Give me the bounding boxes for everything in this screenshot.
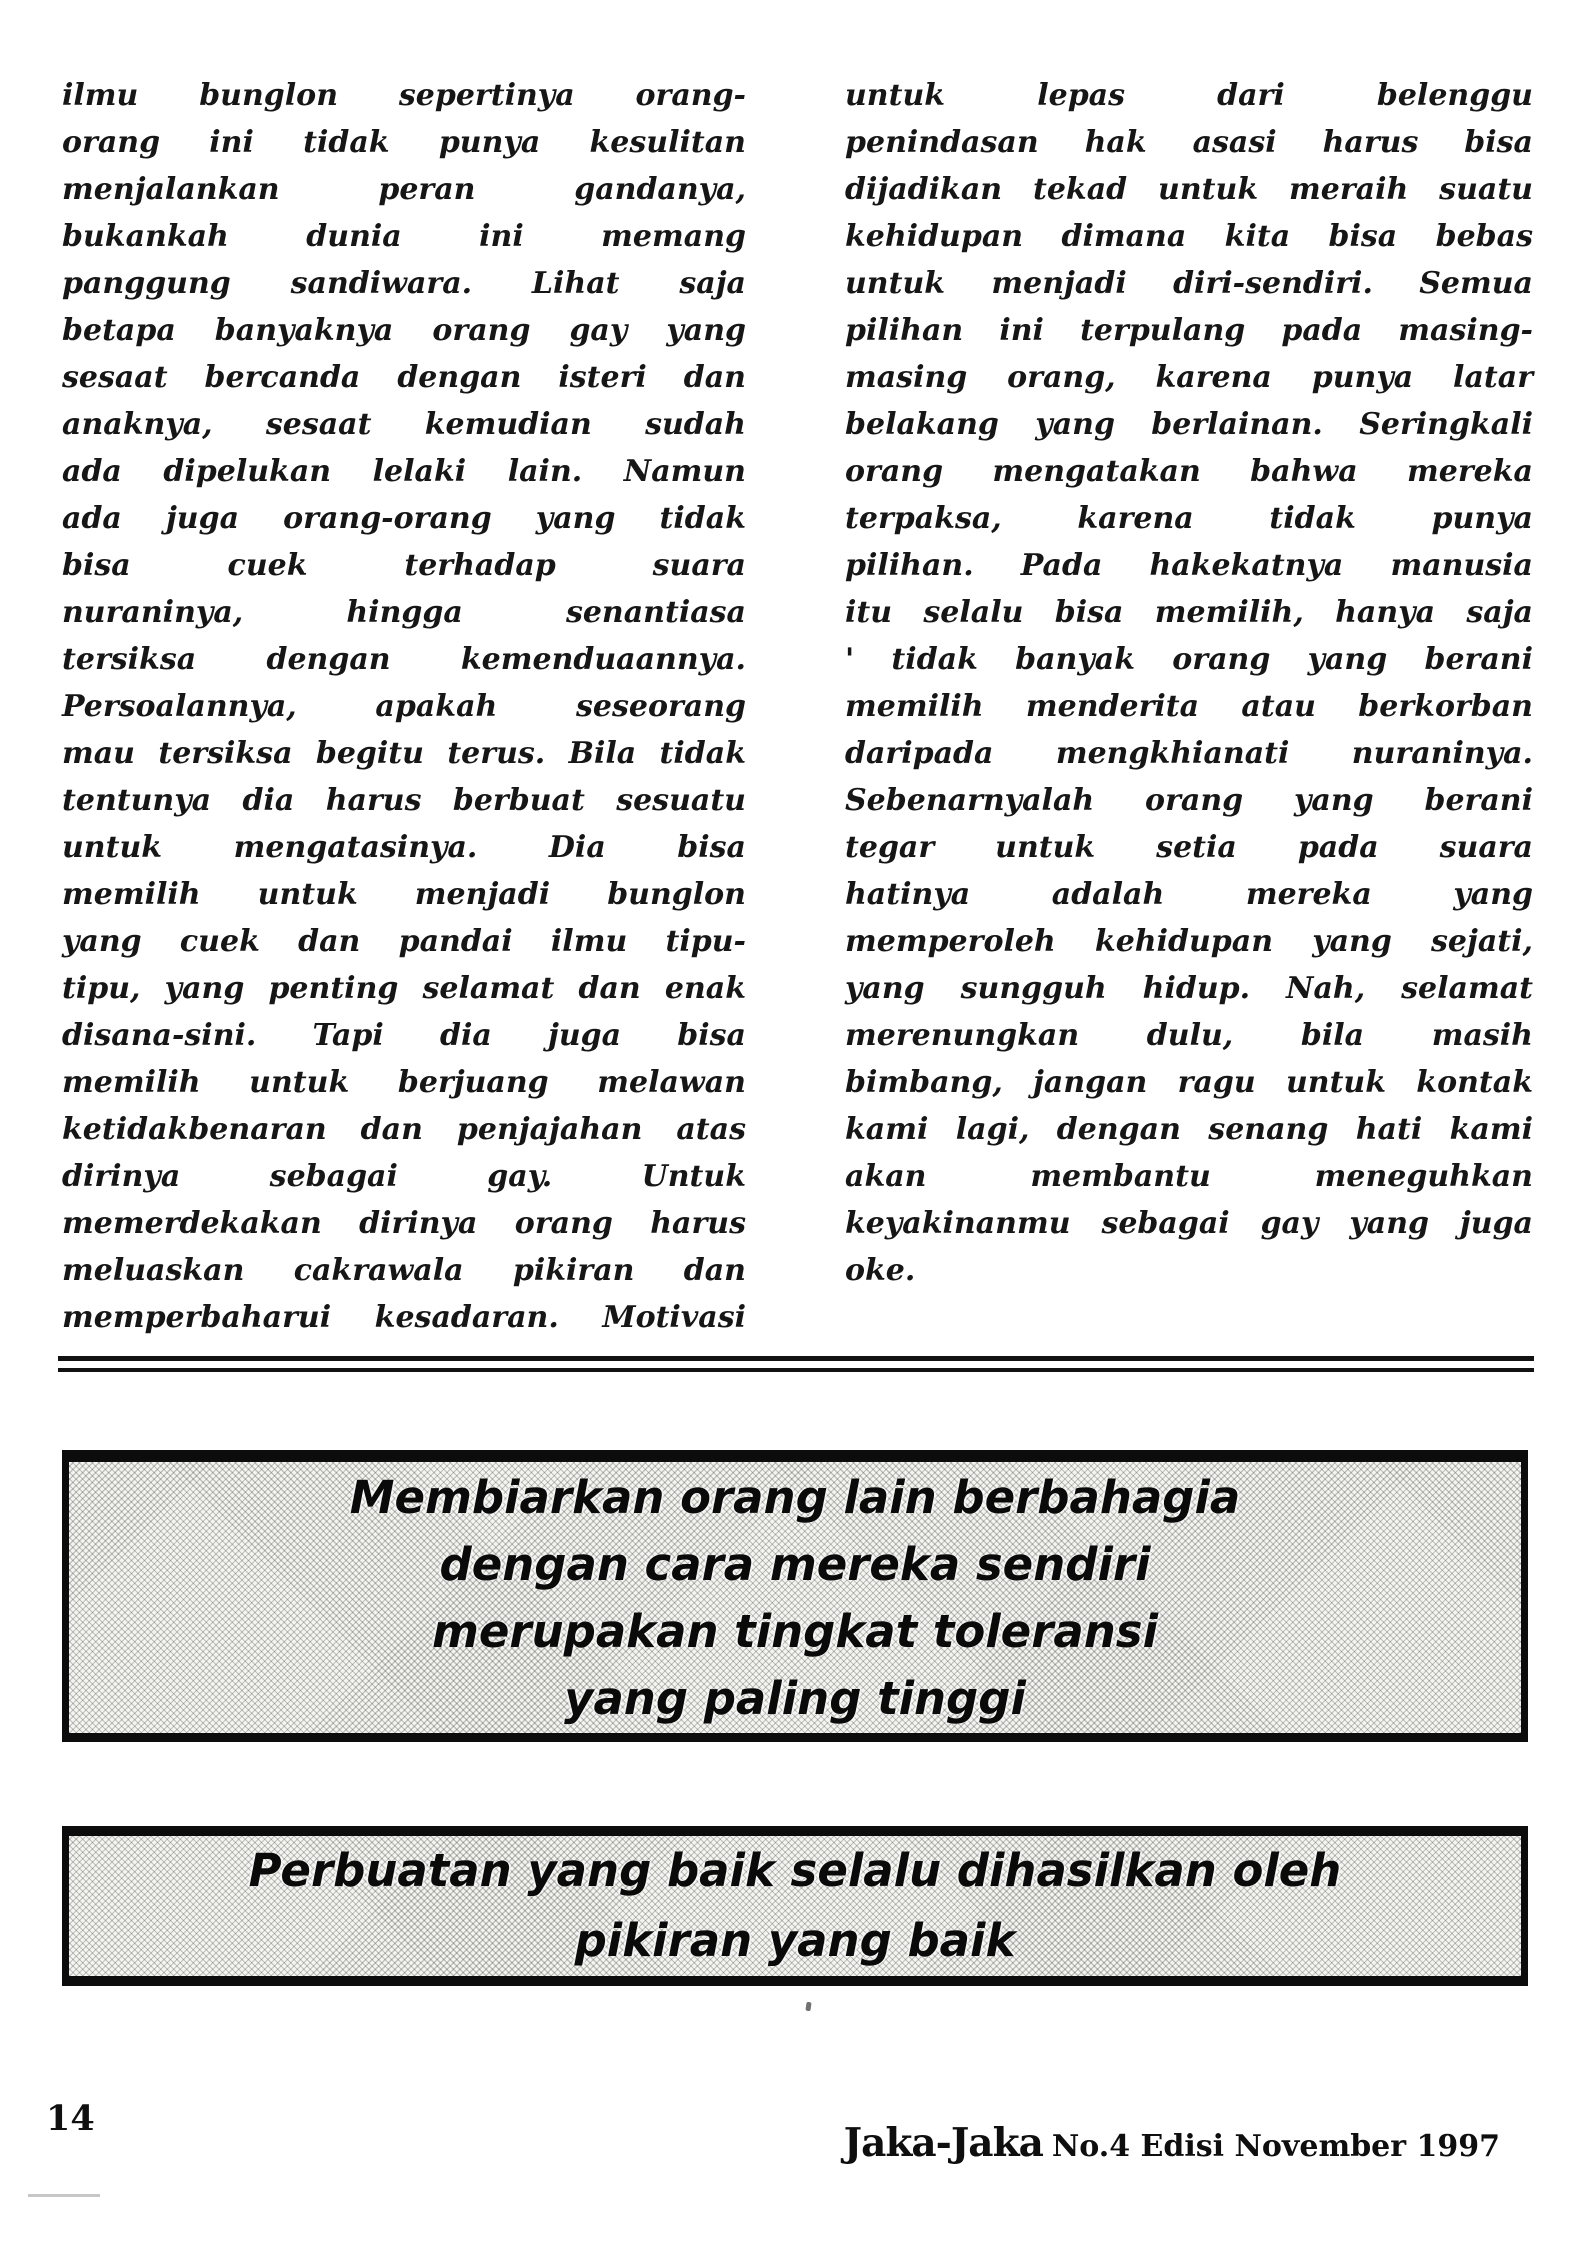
- quote-line: Perbuatan yang baik selalu dihasilkan oleh: [248, 1844, 1342, 1897]
- text-line: memilih untuk menjadi bunglon: [62, 877, 746, 912]
- text-line: yang cuek dan pandai ilmu tipu-: [62, 924, 746, 959]
- quote-line: pikiran yang baik: [574, 1914, 1016, 1967]
- text-line: mau tersiksa begitu terus. Bila tidak: [62, 736, 746, 771]
- scan-artifact-line: [28, 2194, 100, 2197]
- text-line: untuk menjadi diri-sendiri. Semua: [845, 266, 1533, 301]
- text-line: ' tidak banyak orang yang berani: [845, 642, 1533, 677]
- text-line: sesaat bercanda dengan isteri dan: [62, 360, 746, 395]
- text-line: pilihan ini terpulang pada masing-: [845, 313, 1533, 348]
- quote-box-good-deeds: [62, 1826, 1528, 1986]
- quote-box-tolerance: [62, 1450, 1528, 1742]
- text-line: panggung sandiwara. Lihat saja: [62, 266, 746, 301]
- text-line: meluaskan cakrawala pikiran dan: [62, 1253, 746, 1288]
- text-line: bisa cuek terhadap suara: [62, 548, 746, 583]
- text-line: kehidupan dimana kita bisa bebas: [845, 219, 1533, 254]
- text-line: akan membantu meneguhkan: [845, 1159, 1533, 1194]
- quote-line: Membiarkan orang lain berbahagia: [349, 1470, 1241, 1524]
- text-line: untuk mengatasinya. Dia bisa: [62, 830, 746, 865]
- article-column-left: [62, 72, 746, 1341]
- text-line: masing orang, karena punya latar: [845, 360, 1533, 395]
- quote-line: yang paling tinggi: [564, 1671, 1026, 1725]
- text-line: kami lagi, dengan senang hati kami: [845, 1112, 1533, 1147]
- text-line: belakang yang berlainan. Seringkali: [845, 407, 1533, 442]
- text-line: terpaksa, karena tidak punya: [845, 501, 1533, 536]
- text-line: memilih untuk berjuang melawan: [62, 1065, 746, 1100]
- footer-issue-info: No.4 Edisi November 1997: [1051, 2129, 1500, 2164]
- text-line: pilihan. Pada hakekatnya manusia: [845, 548, 1533, 583]
- text-line: bimbang, jangan ragu untuk kontak: [845, 1065, 1533, 1100]
- text-line: ada dipelukan lelaki lain. Namun: [62, 454, 746, 489]
- text-line: penindasan hak asasi harus bisa: [845, 125, 1533, 160]
- text-line: tersiksa dengan kemenduaannya.: [62, 642, 746, 677]
- text-line: Persoalannya, apakah seseorang: [62, 689, 746, 724]
- text-line: ada juga orang-orang yang tidak: [62, 501, 746, 536]
- text-line: memerdekakan dirinya orang harus: [62, 1206, 746, 1241]
- text-line: yang sungguh hidup. Nah, selamat: [845, 971, 1533, 1006]
- text-line: daripada mengkhianati nuraninya.: [845, 736, 1533, 771]
- text-line: dirinya sebagai gay. Untuk: [62, 1159, 746, 1194]
- text-line: untuk lepas dari belenggu: [845, 78, 1533, 113]
- text-line: ilmu bunglon sepertinya orang-: [62, 78, 746, 113]
- text-line: merenungkan dulu, bila masih: [845, 1018, 1533, 1053]
- article-column-right: [845, 72, 1533, 1294]
- text-line: keyakinanmu sebagai gay yang juga: [845, 1206, 1533, 1241]
- quote-line: merupakan tingkat toleransi: [431, 1604, 1159, 1658]
- text-line: memperoleh kehidupan yang sejati,: [845, 924, 1533, 959]
- text-line: betapa banyaknya orang gay yang: [62, 313, 746, 348]
- text-line: memilih menderita atau berkorban: [845, 689, 1533, 724]
- footer-magazine-title: Jaka-Jaka: [843, 2120, 1043, 2166]
- footer-imprint: [844, 2120, 1500, 2166]
- text-line: tegar untuk setia pada suara: [845, 830, 1533, 865]
- text-line: Sebenarnyalah orang yang berani: [845, 783, 1533, 818]
- text-line: oke.: [845, 1253, 916, 1288]
- text-line: menjalankan peran gandanya,: [62, 172, 746, 207]
- text-line: anaknya, sesaat kemudian sudah: [62, 407, 746, 442]
- text-line: orang ini tidak punya kesulitan: [62, 125, 746, 160]
- text-line: ketidakbenaran dan penjajahan atas: [62, 1112, 746, 1147]
- footer-page-number: 14: [46, 2098, 95, 2139]
- text-line: disana-sini. Tapi dia juga bisa: [62, 1018, 746, 1053]
- text-line: itu selalu bisa memilih, hanya saja: [845, 595, 1533, 630]
- section-divider-rule: [58, 1356, 1534, 1372]
- text-line: nuraninya, hingga senantiasa: [62, 595, 746, 630]
- text-line: dijadikan tekad untuk meraih suatu: [845, 172, 1533, 207]
- quote-line: dengan cara mereka sendiri: [439, 1537, 1151, 1591]
- text-line: tipu, yang penting selamat dan enak: [62, 971, 746, 1006]
- text-line: orang mengatakan bahwa mereka: [845, 454, 1533, 489]
- text-line: memperbaharui kesadaran. Motivasi: [62, 1300, 746, 1335]
- text-line: hatinya adalah mereka yang: [845, 877, 1533, 912]
- text-line: bukankah dunia ini memang: [62, 219, 746, 254]
- scan-artifact-dot: [805, 2002, 811, 2012]
- text-line: tentunya dia harus berbuat sesuatu: [62, 783, 746, 818]
